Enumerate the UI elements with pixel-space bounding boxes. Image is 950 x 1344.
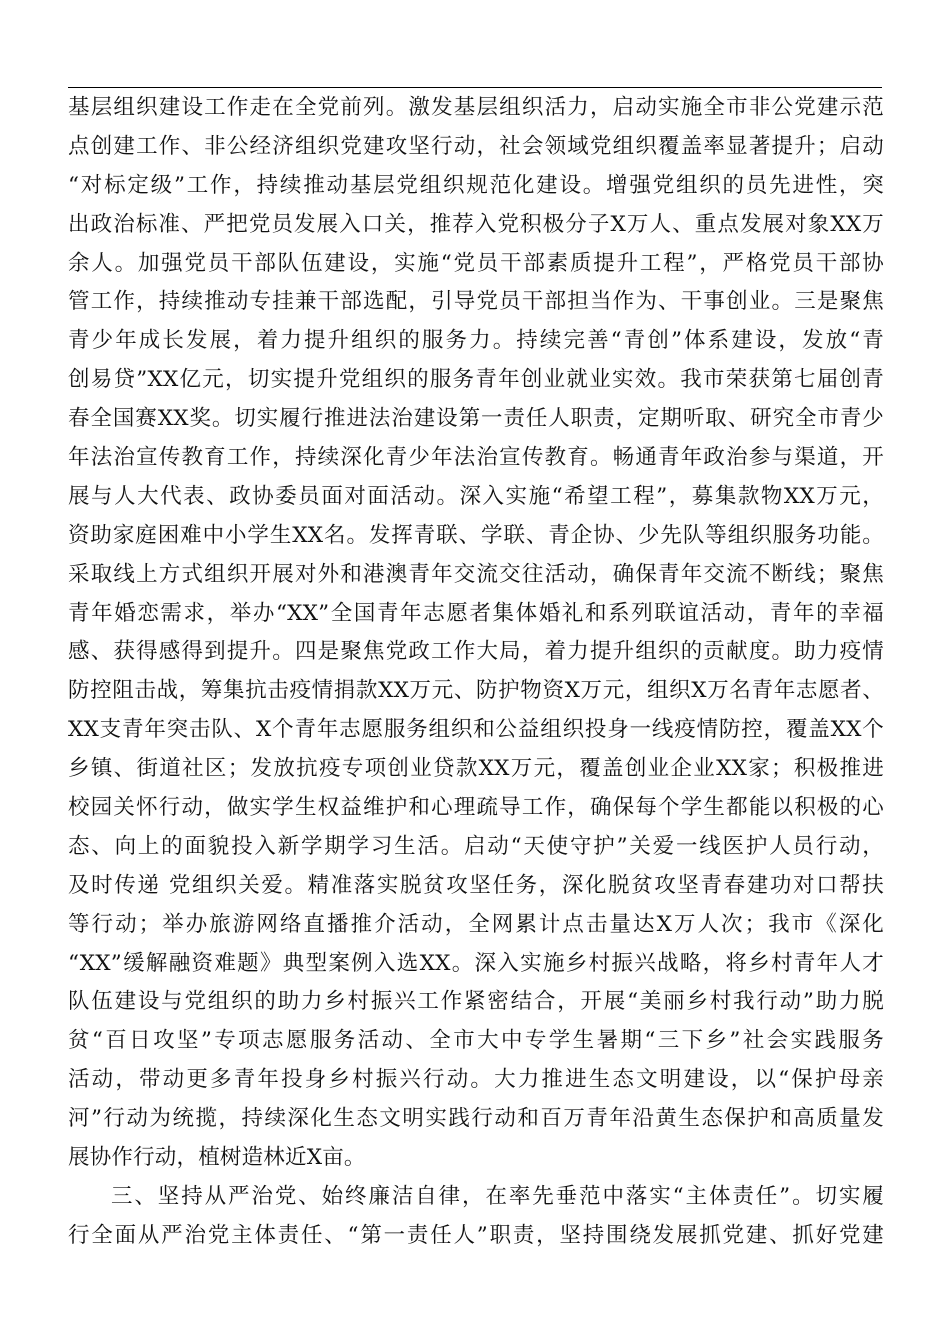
text-line: 展与人大代表、政协委员面对面活动。深入实施“希望工程”，募集款物XX万元， [68, 483, 884, 509]
text-line: “对标定级”工作，持续推动基层党组织规范化建设。增强党组织的员先进性，突 [68, 172, 884, 198]
text-line: 队伍建设与党组织的助力乡村振兴工作紧密结合，开展“美丽乡村我行动”助力脱 [68, 989, 884, 1015]
text-line: 春全国赛XX奖。切实履行推进法治建设第一责任人职责，定期听取、研究全市青少 [68, 406, 884, 432]
text-line: 及时传递 党组织关爱。精准落实脱贫攻坚任务，深化脱贫攻坚青春建功对口帮扶 [68, 872, 884, 898]
body-text [68, 89, 884, 1256]
text-line: 感、获得感得到提升。四是聚焦党政工作大局，着力提升组织的贡献度。助力疫情 [68, 639, 884, 665]
text-line: 余人。加强党员干部队伍建设，实施“党员干部素质提升工程”，严格党员干部协 [68, 250, 884, 276]
text-line: 校园关怀行动，做实学生权益维护和心理疏导工作，确保每个学生都能以积极的心 [68, 795, 884, 821]
text-line: 基层组织建设工作走在全党前列。激发基层组织活力，启动实施全市非公党建示范 [68, 95, 884, 120]
text-line: 创易贷”XX亿元，切实提升党组织的服务青年创业就业实效。我市荣获第七届创青 [68, 367, 884, 393]
paragraph-end-line: 展协作行动，植树造林近X亩。 [68, 1145, 366, 1171]
text-line: 态、向上的面貌投入新学期学习生活。启动“天使守护”关爱一线医护人员行动， [68, 833, 884, 859]
text-line: 河”行动为统揽，持续深化生态文明实践行动和百万青年沿黄生态保护和高质量发 [68, 1106, 884, 1132]
text-line: 贫“百日攻坚”专项志愿服务活动、全市大中专学生暑期“三下乡”社会实践服务 [68, 1028, 884, 1054]
text-line: 出政治标准、严把党员发展入口关，推荐入党积极分子X万人、重点发展对象XX万 [68, 211, 884, 237]
text-line: 行全面从严治党主体责任、“第一责任人”职责，坚持围绕发展抓党建、抓好党建 [68, 1222, 884, 1248]
text-line: 等行动；举办旅游网络直播推介活动，全网累计点击量达X万人次；我市《深化 [68, 911, 884, 937]
header-rule [68, 87, 882, 88]
text-line: 乡镇、街道社区；发放抗疫专项创业贷款XX万元，覆盖创业企业XX家；积极推进 [68, 756, 884, 782]
text-line: 青少年成长发展，着力提升组织的服务力。持续完善“青创”体系建设，发放“青 [68, 328, 884, 354]
text-line: 年法治宣传教育工作，持续深化青少年法治宣传教育。畅通青年政治参与渠道，开 [68, 445, 884, 471]
text-line: 管工作，持续推动专挂兼干部选配，引导党员干部担当作为、干事创业。三是聚焦 [68, 289, 884, 315]
text-line: 资助家庭困难中小学生XX名。发挥青联、学联、青企协、少先队等组织服务功能。 [68, 522, 884, 548]
text-line: “XX”缓解融资难题》典型案例入选XX。深入实施乡村振兴战略，将乡村青年人才 [68, 950, 884, 976]
text-line: 采取线上方式组织开展对外和港澳青年交流交往活动，确保青年交流不断线；聚焦 [68, 561, 884, 587]
text-line: XX支青年突击队、X个青年志愿服务组织和公益组织投身一线疫情防控，覆盖XX个 [68, 717, 884, 743]
text-line: 青年婚恋需求，举办“XX”全国青年志愿者集体婚礼和系列联谊活动，青年的幸福 [68, 600, 884, 626]
text-line: 活动，带动更多青年投身乡村振兴行动。大力推进生态文明建设，以“保护母亲 [68, 1067, 884, 1093]
text-line: 点创建工作、非公经济组织党建攻坚行动，社会领域党组织覆盖率显著提升；启动 [68, 133, 884, 159]
section-heading-line: 三、坚持从严治党、始终廉洁自律，在率先垂范中落实“主体责任”。切实履 [111, 1183, 884, 1209]
text-line: 防控阻击战，筹集抗击疫情捐款XX万元、防护物资X万元，组织X万名青年志愿者、 [68, 678, 884, 704]
